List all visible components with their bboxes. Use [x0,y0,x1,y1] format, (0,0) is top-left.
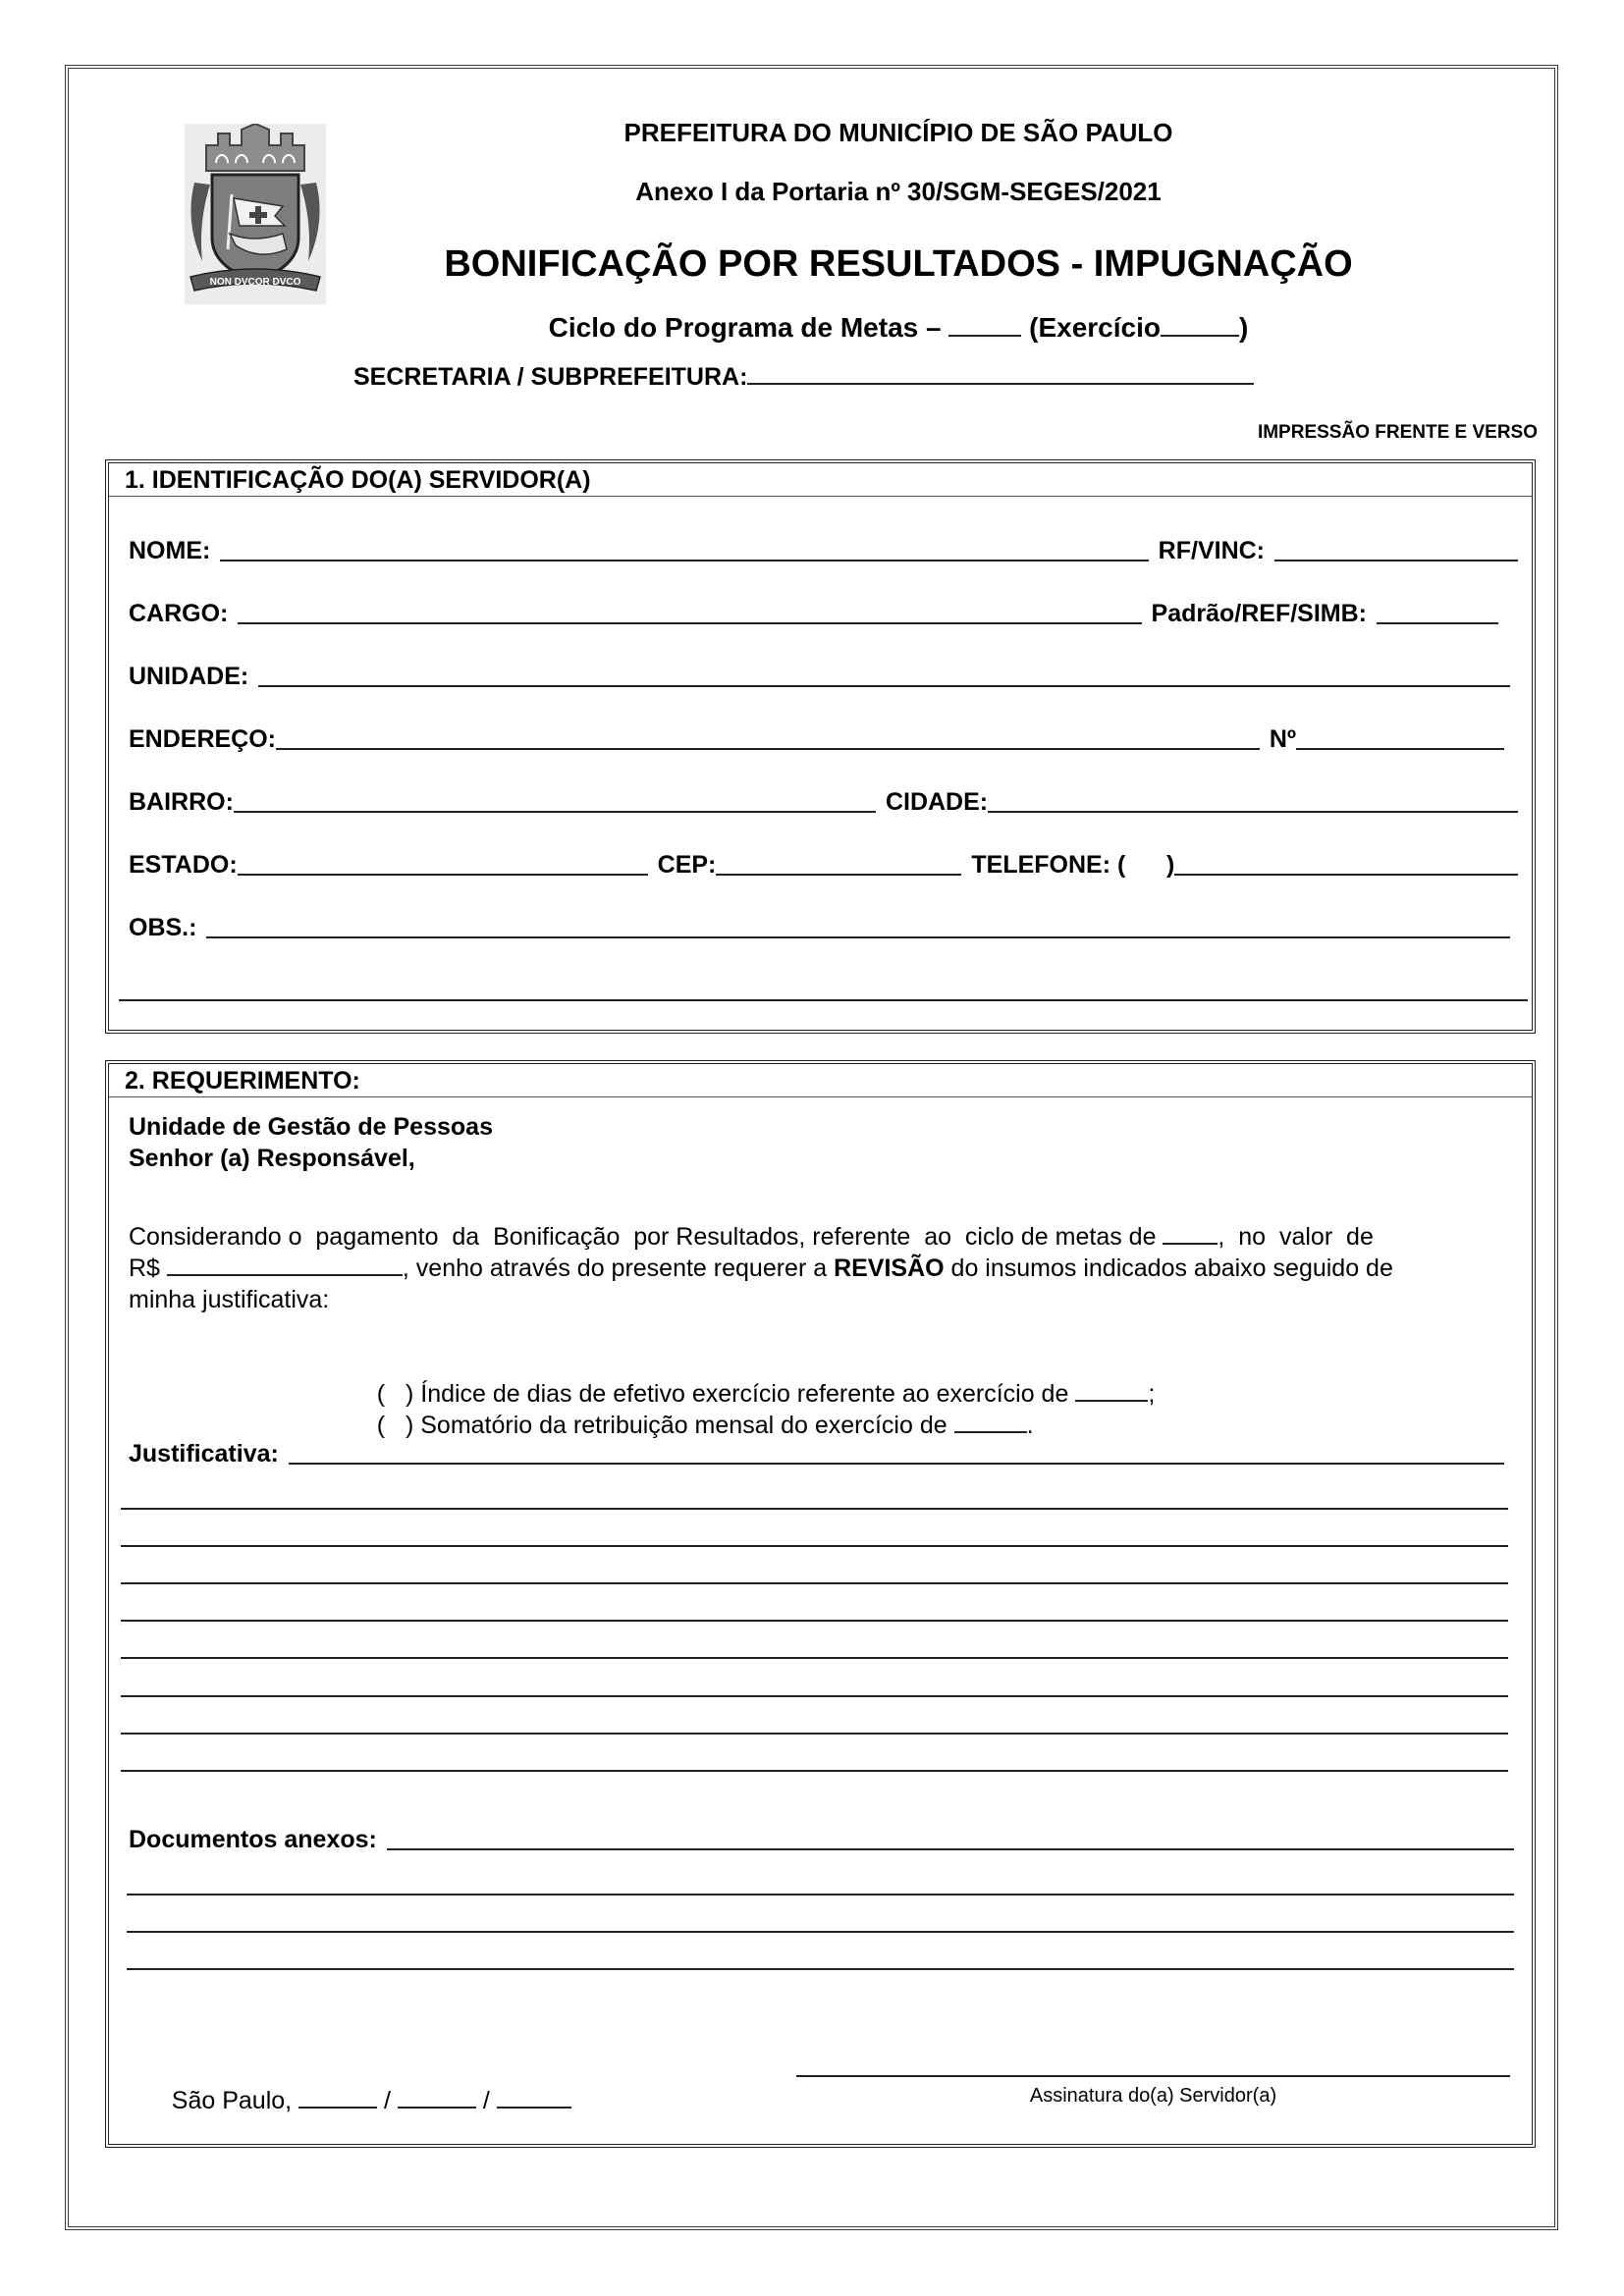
option-somatorio-end: . [1026,1412,1034,1439]
para-part5: do insumos indicados abaixo seguido de [944,1255,1393,1282]
addressee-greeting: Senhor (a) Responsável, [129,1145,415,1172]
secretaria-label: SECRETARIA / SUBPREFEITURA: [353,363,748,391]
secretaria-line [353,363,1254,392]
bairro-field[interactable] [234,811,876,813]
endereco-label: ENDEREÇO: [129,725,277,753]
justificativa-line[interactable] [121,1620,1508,1622]
date-day-blank[interactable] [298,2087,377,2109]
signature-caption: Assinatura do(a) Servidor(a) [1029,2085,1277,2107]
justificativa-line[interactable] [121,1657,1508,1659]
documentos-label: Documentos anexos: [129,1826,377,1853]
cidade-field[interactable] [988,811,1518,813]
documentos-field[interactable] [387,1848,1514,1850]
unidade-field[interactable] [258,685,1510,687]
obs-row [129,909,1518,942]
endereco-field[interactable] [276,748,1260,750]
date-line [144,2054,571,2148]
cep-field[interactable] [716,874,961,876]
option-indice-text: Índice de dias de efetivo exercício referente ao exercício de [420,1380,1076,1408]
value-blank[interactable] [167,1255,403,1276]
cidade-label: CIDADE: [885,788,989,816]
documentos-row [129,1821,1514,1854]
endereco-row [129,721,1518,754]
signature-line[interactable] [796,2075,1510,2077]
section-1-title: 1. IDENTIFICAÇÃO DO(A) SERVIDOR(A) [109,463,1532,497]
cycle-line [324,312,1473,344]
exercise-close: ) [1238,312,1249,343]
section-2-title: 2. REQUERIMENTO: [109,1064,1532,1097]
obs-extra-line[interactable] [119,999,1528,1001]
documentos-line[interactable] [127,1968,1514,1970]
para-part1: Considerando o pagamento da Bonificação por Resultados, referente ao ciclo de metas de [129,1223,1164,1251]
exercise-blank[interactable] [1161,315,1239,337]
cycle-year-blank[interactable] [1163,1223,1218,1245]
obs-field[interactable] [206,936,1510,938]
document-title: BONIFICAÇÃO POR RESULTADOS - IMPUGNAÇÃO [444,243,1353,285]
justificativa-label: Justificativa: [129,1440,279,1468]
numero-label: Nº [1269,725,1296,753]
addressee-unit: Unidade de Gestão de Pessoas [129,1113,493,1141]
estado-label: ESTADO: [129,851,238,879]
cargo-label: CARGO: [129,600,229,627]
justificativa-line[interactable] [121,1770,1508,1772]
date-month-blank[interactable] [398,2087,476,2109]
telefone-field[interactable] [1174,874,1518,876]
bairro-label: BAIRRO: [129,788,234,816]
cargo-field[interactable] [238,622,1141,624]
para-part4: , venho através do presente requerer a [402,1255,835,1282]
justificativa-line[interactable] [121,1508,1508,1510]
option-somatorio-text: Somatório da retribuição mensal do exercício de [420,1412,954,1439]
bairro-row [129,783,1518,817]
para-part2: , no valor de [1218,1223,1374,1251]
request-paragraph [129,1221,1512,1315]
nome-label: NOME: [129,537,211,564]
documentos-line[interactable] [127,1931,1514,1933]
justificativa-line[interactable] [121,1545,1508,1547]
documentos-line[interactable] [127,1894,1514,1896]
rf-vinc-label: RF/VINC: [1158,537,1265,564]
justificativa-row [129,1435,1504,1468]
nome-row [129,532,1518,565]
secretaria-field[interactable] [747,363,1254,385]
option-indice-blank[interactable] [1075,1380,1148,1402]
para-part3: R$ [129,1255,167,1282]
para-part6: minha justificativa: [129,1286,330,1313]
print-note: IMPRESSÃO FRENTE E VERSO [1257,422,1538,443]
nome-field[interactable] [220,560,1148,561]
obs-label: OBS.: [129,914,197,941]
cep-label: CEP: [657,851,717,879]
telefone-label: TELEFONE: ( ) [971,851,1175,879]
date-separator: / [482,2087,490,2114]
option-somatorio-checkbox[interactable]: ( ) [376,1412,414,1439]
justificativa-field[interactable] [289,1463,1504,1465]
cargo-row [129,595,1518,628]
date-separator: / [384,2087,391,2114]
padrao-label: Padrão/REF/SIMB: [1151,600,1367,627]
cycle-blank[interactable] [948,315,1021,337]
date-label: São Paulo, [171,2087,293,2114]
portaria-annex: Anexo I da Portaria nº 30/SGM-SEGES/2021 [635,177,1162,206]
option-somatorio-blank[interactable] [954,1412,1027,1433]
option-indice-checkbox[interactable]: ( ) [376,1380,414,1408]
cycle-label: Ciclo do Programa de Metas – [548,312,942,343]
para-bold-revisao: REVISÃO [834,1255,945,1282]
estado-field[interactable] [238,874,648,876]
option-indice-end: ; [1148,1380,1156,1408]
justificativa-line[interactable] [121,1733,1508,1735]
date-year-blank[interactable] [497,2087,571,2109]
justificativa-line[interactable] [121,1582,1508,1584]
padrao-field[interactable] [1377,622,1498,624]
unidade-label: UNIDADE: [129,663,249,690]
municipality-name: PREFEITURA DO MUNICÍPIO DE SÃO PAULO [623,118,1173,147]
exercise-label: (Exercício [1029,312,1161,343]
rf-vinc-field[interactable] [1274,560,1518,561]
section-requerimento [105,1060,1536,2148]
section-identification [105,459,1536,1034]
justificativa-line[interactable] [121,1695,1508,1697]
numero-field[interactable] [1296,748,1504,750]
unidade-row [129,658,1518,691]
logo-motto: NON DVCOR DVCO [209,277,301,288]
coat-of-arms-logo [185,124,326,304]
estado-row [129,846,1518,880]
